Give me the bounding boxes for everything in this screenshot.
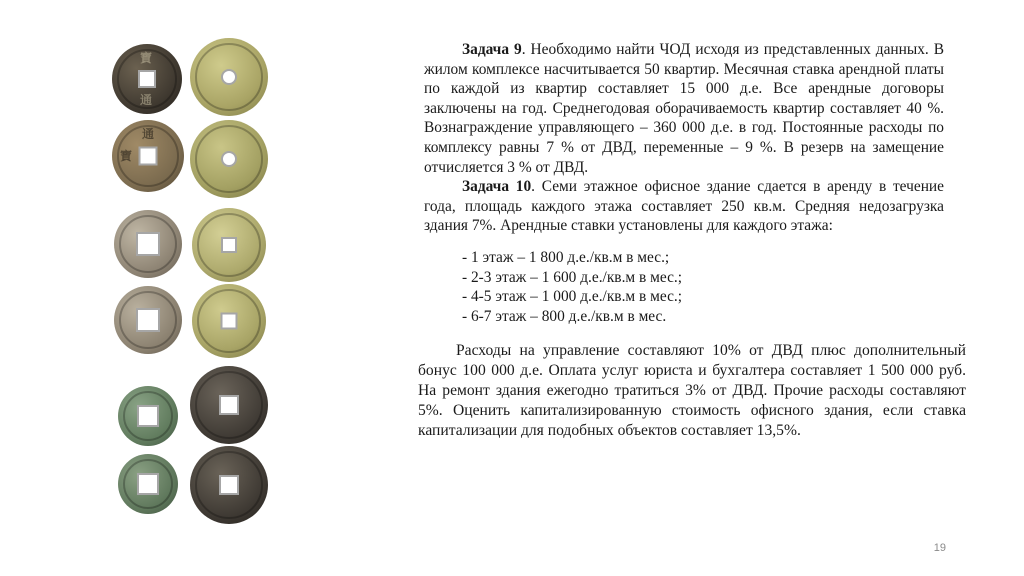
coin-image <box>118 454 178 514</box>
coin-image <box>192 284 266 358</box>
task9-text: . Необходимо найти ЧОД исходя из представленных данных. В жилом комплексе насчитывается 50 квартир. Месячная ставка арендной платы по каждой из квартир составляет 15 000 д.е. Все арендные договоры заключены на год. Среднегодовая оборачиваемость квартир составляет 40 %. Вознаграждение управляющего – 360 000 д.е. в год. Постоянные расходы по комплексу равны 7 % от ДВД, переменные – 9 %. В резерв на замещение отчисляется 3 % от ДВД. <box>424 41 944 176</box>
task-text-block <box>424 40 944 326</box>
task9-paragraph <box>424 40 944 177</box>
coin-image <box>190 366 268 444</box>
task10-text: . Семи этажное офисное здание сдается в аренду в течение года, площадь каждого этажа составляет 250 кв.м. Средняя недозагрузка здания 7%. Арендные ставки установлены для каждого этажа: <box>424 178 944 235</box>
coin-image <box>114 210 182 278</box>
coin-image <box>190 446 268 524</box>
coin-image <box>190 38 268 116</box>
slide-number: 19 <box>933 542 946 554</box>
coin-image <box>114 286 182 354</box>
coin-image: 通 寶 <box>112 120 184 192</box>
task10-paragraph <box>424 177 944 236</box>
task9-title: Задача 9 <box>462 41 522 58</box>
task10-continuation: Расходы на управление составляют 10% от ДВД плюс дополнительный бонус 100 000 д.е. Оплата услуг юриста и бухгалтера составляет 1 500 000 руб. На ремонт здания ежегодно тратиться 3% от ДВД. Прочие расходы составляют 5%. Оценить капитализированную стоимость офисного здания, если ставка капитализации для подобных объектов составляет 13,5%. <box>418 342 966 439</box>
list-item: - 2-3 этаж – 1 600 д.е./кв.м в мес.; <box>462 268 683 286</box>
task10-continuation-block <box>418 341 966 441</box>
coin-image <box>118 386 178 446</box>
list-item: - 1 этаж – 1 800 д.е./кв.м в мес.; <box>462 248 670 266</box>
task10-title: Задача 10 <box>462 178 532 196</box>
coin-image <box>190 120 268 198</box>
floor-rates-list <box>462 248 944 326</box>
coin-image <box>192 208 266 282</box>
coin-images <box>100 28 280 538</box>
list-item: - 6-7 этаж – 800 д.е./кв.м в мес. <box>462 307 667 325</box>
coin-image: 寶 通 <box>112 44 182 114</box>
list-item: - 4-5 этаж – 1 000 д.е./кв.м в мес.; <box>462 288 683 306</box>
